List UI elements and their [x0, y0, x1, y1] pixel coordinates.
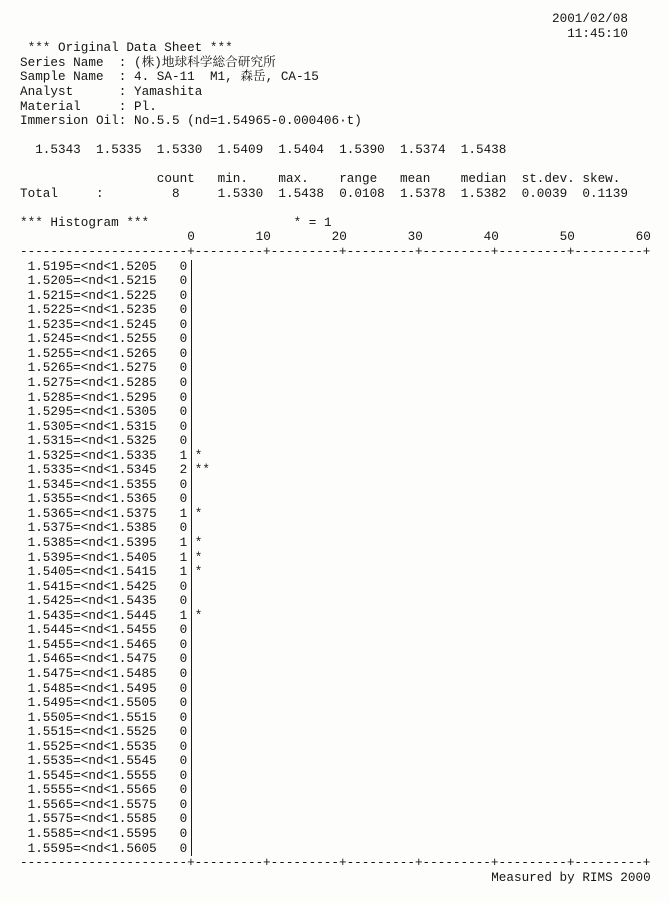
print-time: 11:45:10 — [567, 25, 628, 41]
immersion-oil-colon: : — [118, 113, 127, 129]
histogram-bin-range: 1.5585=<nd<1.5595 — [27, 826, 157, 841]
stat-value-mean: 1.5378 — [400, 185, 446, 201]
histogram-bin-range: 1.5435=<nd<1.5445 — [27, 607, 157, 623]
histogram-bin-count: 1 — [179, 549, 188, 565]
stat-header-skew: skew. — [582, 171, 621, 187]
histogram-bin-count: 0 — [179, 360, 188, 376]
stat-header-mean: mean — [400, 171, 431, 187]
analyst-value: Yamashita — [134, 83, 203, 99]
stat-value-median: 1.5382 — [460, 185, 507, 201]
histogram-bin-count: 0 — [179, 476, 188, 492]
stat-value-count: 8 — [172, 185, 180, 201]
histogram-bin-count: 0 — [179, 665, 188, 681]
histogram-bar: ** — [194, 462, 210, 478]
histogram-tick-label: 20 — [331, 229, 347, 245]
histogram-bin-count: 0 — [179, 593, 188, 609]
sample-name-label: Sample Name — [20, 69, 104, 85]
histogram-bin-count: 0 — [179, 418, 188, 434]
histogram-tick-label: 30 — [407, 229, 423, 245]
histogram-bin-range: 1.5405=<nd<1.5415 — [27, 564, 157, 580]
series-name-label: Series Name — [20, 54, 104, 70]
histogram-bin-range: 1.5495=<nd<1.5505 — [27, 695, 157, 711]
histogram-axis-line — [191, 260, 192, 857]
histogram-bin-count: 1 — [179, 564, 188, 580]
measurement-value: 1.5404 — [278, 142, 324, 158]
histogram-bin-count: 0 — [179, 651, 188, 667]
histogram-bin-range: 1.5375=<nd<1.5385 — [27, 520, 157, 536]
histogram-bin-range: 1.5245=<nd<1.5255 — [27, 331, 157, 347]
material-value: Pl. — [134, 98, 157, 114]
histogram-bin-range: 1.5205=<nd<1.5215 — [27, 273, 157, 289]
histogram-bin-count: 0 — [179, 622, 188, 638]
material-label: Material — [20, 98, 81, 114]
histogram-tick-label: 50 — [559, 229, 575, 245]
measurement-value: 1.5374 — [400, 142, 446, 158]
histogram-bin-count: 0 — [179, 389, 188, 405]
histogram-bin-count: 0 — [179, 258, 188, 274]
measurement-value: 1.5409 — [217, 142, 264, 158]
histogram-bin-range: 1.5345=<nd<1.5355 — [27, 476, 157, 492]
histogram-bin-count: 0 — [179, 811, 188, 827]
histogram-bin-range: 1.5445=<nd<1.5455 — [27, 622, 157, 638]
histogram-bin-range: 1.5255=<nd<1.5265 — [27, 345, 157, 361]
histogram-bin-count: 0 — [179, 767, 188, 783]
histogram-bin-range: 1.5335=<nd<1.5345 — [27, 462, 157, 478]
histogram-bin-range: 1.5525=<nd<1.5535 — [27, 738, 157, 754]
material-colon: : — [118, 98, 127, 114]
histogram-bar: * — [194, 505, 203, 521]
histogram-bin-count: 0 — [179, 345, 188, 361]
histogram-bin-count: 0 — [179, 331, 188, 347]
histogram-bin-count: 0 — [179, 840, 188, 856]
stat-header-count: count — [156, 171, 195, 187]
series-name-colon: : — [118, 54, 127, 70]
histogram-bin-range: 1.5575=<nd<1.5585 — [27, 811, 157, 827]
histogram-bin-range: 1.5225=<nd<1.5235 — [27, 302, 157, 318]
histogram-bin-count: 1 — [179, 505, 188, 521]
sample-name-value: 4. SA-11 M1, 森岳, CA-15 — [134, 69, 319, 85]
histogram-bin-count: 0 — [179, 738, 188, 754]
histogram-bin-range: 1.5415=<nd<1.5425 — [27, 578, 157, 594]
histogram-tick-label: 60 — [635, 229, 651, 245]
histogram-bar: * — [194, 549, 203, 565]
histogram-bin-count: 0 — [179, 404, 188, 420]
histogram-bin-range: 1.5365=<nd<1.5375 — [27, 505, 157, 521]
measurement-value: 1.5335 — [96, 142, 142, 158]
histogram-bin-range: 1.5235=<nd<1.5245 — [27, 316, 157, 332]
histogram-bin-range: 1.5535=<nd<1.5545 — [27, 753, 157, 769]
histogram-bin-range: 1.5215=<nd<1.5225 — [27, 287, 157, 303]
histogram-bin-range: 1.5285=<nd<1.5295 — [27, 389, 157, 405]
histogram-bin-count: 0 — [179, 709, 188, 725]
histogram-bin-count: 1 — [179, 447, 188, 463]
histogram-bar: * — [194, 564, 203, 580]
histogram-bin-range: 1.5325=<nd<1.5335 — [27, 447, 157, 463]
stat-header-range: range — [339, 171, 378, 187]
histogram-bin-range: 1.5565=<nd<1.5575 — [27, 796, 157, 812]
histogram-bin-range: 1.5485=<nd<1.5495 — [27, 680, 157, 696]
histogram-bin-range: 1.5545=<nd<1.5555 — [27, 767, 157, 783]
histogram-bin-range: 1.5195=<nd<1.5205 — [27, 258, 157, 274]
stat-row-colon: : — [96, 185, 104, 201]
sample-name-colon: : — [118, 69, 127, 85]
histogram-bin-range: 1.5515=<nd<1.5525 — [27, 724, 157, 740]
stat-header-min: min. — [217, 171, 248, 187]
histogram-bin-count: 0 — [179, 796, 188, 812]
stat-value-skew: 0.1139 — [582, 185, 628, 201]
measurement-value: 1.5438 — [460, 142, 507, 158]
stat-row-label: Total — [20, 185, 58, 201]
histogram-bin-count: 1 — [179, 535, 188, 550]
histogram-bin-count: 0 — [179, 316, 188, 332]
histogram-bin-range: 1.5355=<nd<1.5365 — [27, 491, 157, 507]
histogram-bin-range: 1.5295=<nd<1.5305 — [27, 404, 157, 420]
stat-header-median: median — [460, 171, 507, 187]
histogram-legend: * = 1 — [293, 214, 332, 230]
histogram-bin-range: 1.5265=<nd<1.5275 — [27, 360, 157, 376]
footer-credit: Measured by RIMS 2000 — [491, 869, 651, 885]
histogram-top-rule: ----------------------+---------+---------+---------+---------+---------+---------+ — [20, 244, 651, 259]
histogram-bin-range: 1.5505=<nd<1.5515 — [27, 709, 157, 725]
measurement-value: 1.5390 — [339, 142, 385, 158]
histogram-bin-count: 0 — [179, 724, 188, 740]
histogram-tick-label: 40 — [483, 229, 499, 245]
histogram-bin-count: 0 — [179, 273, 188, 289]
stat-header-stdev: st.dev. — [521, 171, 575, 187]
histogram-bin-range: 1.5465=<nd<1.5475 — [27, 651, 157, 667]
analyst-label: Analyst — [20, 83, 74, 99]
immersion-oil-label: Immersion Oil — [20, 113, 119, 129]
histogram-bottom-rule: ----------------------+---------+---------+---------+---------+---------+---------+ — [20, 855, 651, 871]
histogram-bin-count: 1 — [179, 607, 188, 623]
measurement-value: 1.5330 — [156, 142, 203, 158]
histogram-bar: * — [194, 447, 203, 463]
histogram-bin-range: 1.5475=<nd<1.5485 — [27, 665, 157, 681]
measurement-value: 1.5343 — [35, 142, 81, 158]
histogram-tick-label: 10 — [255, 229, 271, 245]
histogram-title: *** Histogram *** — [20, 214, 150, 230]
stat-value-range: 0.0108 — [339, 185, 385, 201]
stat-value-min: 1.5330 — [217, 185, 264, 201]
histogram-bin-range: 1.5455=<nd<1.5465 — [27, 636, 157, 652]
histogram-bar: * — [194, 607, 203, 623]
histogram-bin-range: 1.5305=<nd<1.5315 — [27, 418, 157, 434]
histogram-bin-count: 0 — [179, 302, 188, 318]
histogram-bin-count: 0 — [179, 826, 188, 841]
histogram-bin-count: 0 — [179, 374, 188, 390]
sheet-title: *** Original Data Sheet *** — [27, 40, 233, 56]
histogram-bin-range: 1.5425=<nd<1.5435 — [27, 593, 157, 609]
stat-header-max: max. — [278, 171, 309, 187]
histogram-tick-label: 0 — [187, 229, 195, 245]
histogram-bin-count: 0 — [179, 753, 188, 769]
histogram-bin-count: 0 — [179, 636, 188, 652]
histogram-bin-count: 0 — [179, 520, 188, 536]
histogram-bin-count: 0 — [179, 695, 188, 711]
histogram-bin-range: 1.5275=<nd<1.5285 — [27, 374, 157, 390]
histogram-bar: * — [194, 535, 203, 550]
histogram-bin-range: 1.5595=<nd<1.5605 — [27, 840, 157, 856]
histogram-bin-count: 0 — [179, 782, 188, 798]
histogram-bin-count: 0 — [179, 680, 188, 696]
histogram-bin-count: 0 — [179, 491, 188, 507]
series-name-value: (株)地球科学総合研究所 — [134, 54, 276, 70]
stat-value-max: 1.5438 — [278, 185, 324, 201]
histogram-bin-count: 2 — [179, 462, 188, 478]
histogram-bin-count: 0 — [179, 287, 188, 303]
histogram-bin-range: 1.5395=<nd<1.5405 — [27, 549, 157, 565]
histogram-bin-count: 0 — [179, 578, 188, 594]
histogram-bin-range: 1.5385=<nd<1.5395 — [27, 535, 157, 550]
print-date: 2001/02/08 — [552, 11, 628, 27]
analyst-colon: : — [118, 83, 127, 99]
stat-value-stdev: 0.0039 — [521, 185, 568, 201]
histogram-bin-range: 1.5555=<nd<1.5565 — [27, 782, 157, 798]
histogram-bin-count: 0 — [179, 433, 188, 449]
histogram-bin-range: 1.5315=<nd<1.5325 — [27, 433, 157, 449]
immersion-oil-value: No.5.5 (nd=1.54965-0.000406·t) — [134, 113, 362, 129]
